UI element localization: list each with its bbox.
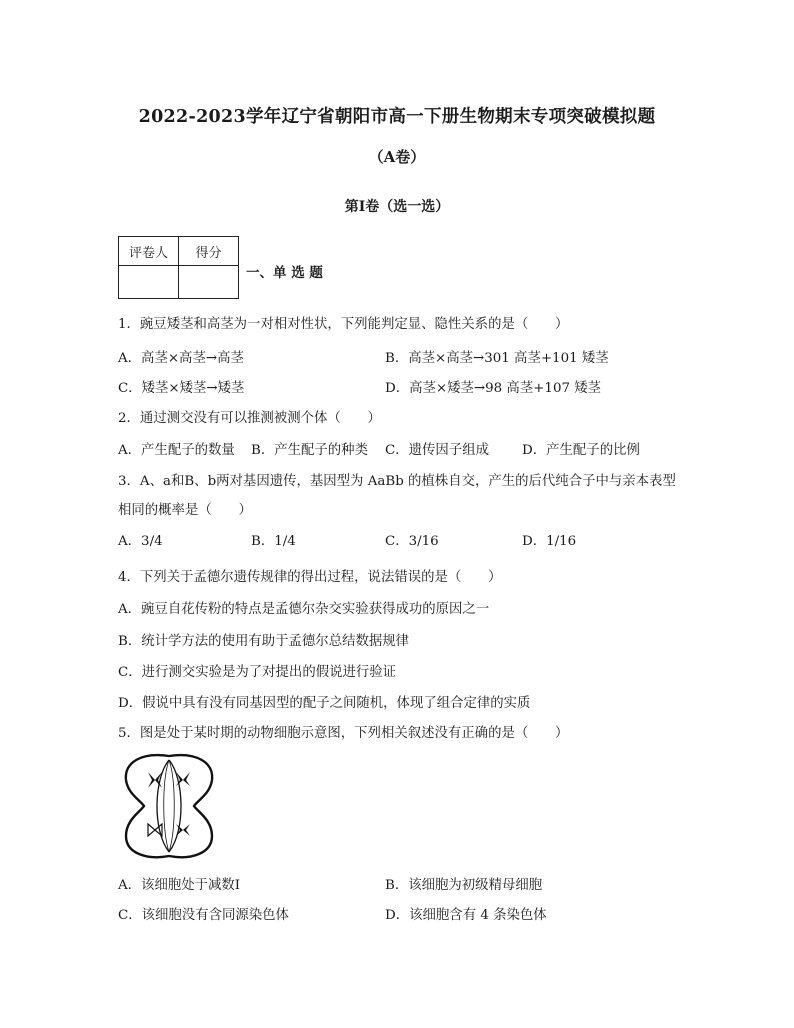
question-2-option-b: B．产生配子的种类 bbox=[251, 443, 368, 458]
page-title: 2022-2023学年辽宁省朝阳市高一下册生物期末专项突破模拟题 bbox=[138, 107, 656, 127]
question-2-stem: 2．通过测交没有可以推测被测个体（ ） bbox=[118, 411, 381, 426]
question-5-option-c: C．该细胞没有含同源染色体 bbox=[118, 908, 289, 923]
question-5-option-d: D．该细胞含有 4 条染色体 bbox=[385, 908, 547, 923]
question-3-option-d: D．1/16 bbox=[522, 534, 577, 549]
question-5-option-b: B．该细胞为初级精母细胞 bbox=[385, 878, 543, 893]
score-table-reviewer-cell bbox=[119, 266, 179, 299]
question-4-option-c: C．进行测交实验是为了对提出的假说进行验证 bbox=[118, 665, 397, 680]
question-3-stem-continued: 相同的概率是（ ） bbox=[118, 503, 252, 518]
score-table-reviewer-header: 评卷人 bbox=[119, 237, 179, 266]
question-1-option-c: C．矮茎×矮茎→矮茎 bbox=[118, 381, 245, 396]
question-3-option-c: C．3/16 bbox=[385, 534, 439, 549]
score-table-score-cell bbox=[179, 266, 239, 299]
volume-heading: 第Ⅰ卷（选一选） bbox=[344, 199, 450, 215]
cell-diagram-image bbox=[118, 750, 220, 862]
question-4-option-a: A．豌豆自花传粉的特点是孟德尔杂交实验获得成功的原因之一 bbox=[118, 602, 490, 617]
question-4-option-b: B．统计学方法的使用有助于孟德尔总结数据规律 bbox=[118, 634, 410, 649]
page-subtitle: （A卷） bbox=[368, 148, 426, 166]
score-table-score-header: 得分 bbox=[179, 237, 239, 266]
question-1-option-a: A．高茎×高茎→高茎 bbox=[118, 351, 244, 366]
question-4-option-d: D．假说中具有没有同基因型的配子之间随机，体现了组合定律的实质 bbox=[118, 696, 531, 711]
question-3-option-b: B．1/4 bbox=[251, 534, 296, 549]
question-2-option-d: D．产生配子的比例 bbox=[522, 443, 640, 458]
question-3-stem: 3．A、a和B、b两对基因遗传，基因型为 AaBb 的植株自交，产生的后代纯合子中与亲本表型 bbox=[118, 474, 676, 489]
question-2-option-a: A．产生配子的数量 bbox=[118, 443, 235, 458]
score-table bbox=[118, 236, 239, 299]
question-1-option-b: B．高茎×高茎→301 高茎+101 矮茎 bbox=[385, 351, 609, 366]
question-5-option-a: A．该细胞处于减数Ⅰ bbox=[118, 878, 241, 893]
question-5-stem: 5．图是处于某时期的动物细胞示意图，下列相关叙述没有正确的是（ ） bbox=[118, 726, 569, 741]
question-1-option-d: D．高茎×矮茎→98 高茎+107 矮茎 bbox=[385, 381, 602, 396]
question-1-stem: 1．豌豆矮茎和高茎为一对相对性状，下列能判定显、隐性关系的是（ ） bbox=[118, 317, 569, 332]
section-heading: 一、单 选 题 bbox=[246, 265, 323, 281]
question-3-option-a: A．3/4 bbox=[118, 534, 163, 549]
question-2-option-c: C．遗传因子组成 bbox=[385, 443, 489, 458]
question-4-stem: 4．下列关于孟德尔遗传规律的得出过程，说法错误的是（ ） bbox=[118, 570, 502, 585]
